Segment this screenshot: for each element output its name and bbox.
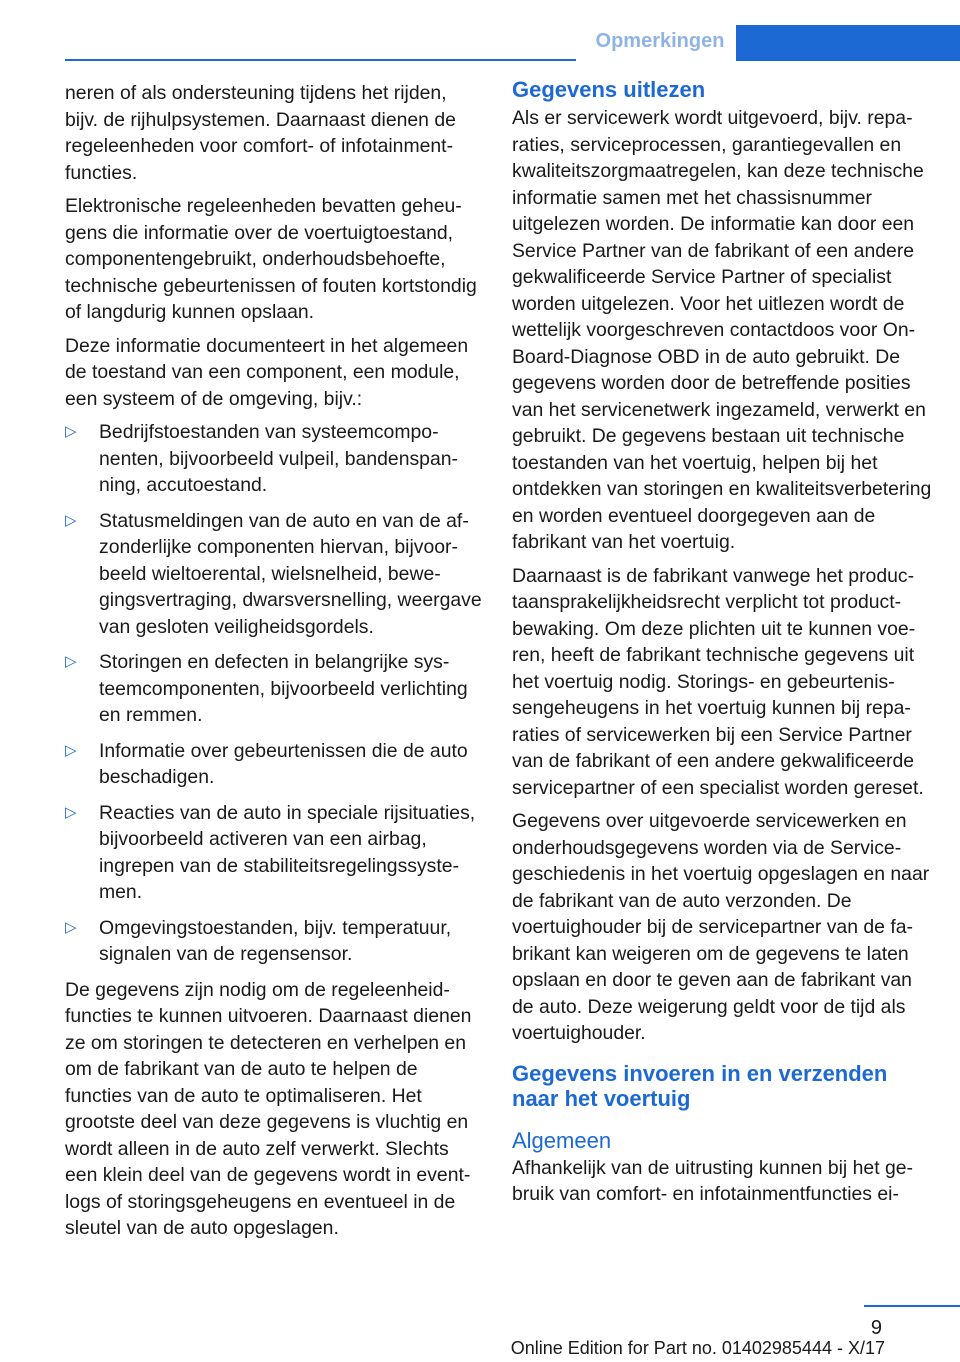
page-number: 9: [870, 1317, 882, 1339]
triangle-bullet-icon: ▷: [65, 423, 77, 440]
list-item: [65, 508, 483, 641]
heading-data-readout: Gegevens uitlezen: [512, 77, 706, 102]
footer-rule: [864, 1305, 960, 1307]
right-column: [512, 77, 932, 1215]
list-item-text: Reacties van de auto in speciale rijsituaties, bijvoorbeeld activeren van een airbag, ingrepen van de stabiliteitsregelingssystemen.: [99, 801, 476, 903]
list-item: [65, 915, 483, 968]
list-item-text: Storingen en defecten in belangrijke systeemcomponenten, bijvoorbeeld verlichting en remmen.: [99, 651, 468, 726]
list-item: [65, 800, 483, 906]
bullet-list: [65, 419, 483, 968]
edition-footer: Online Edition for Part no. 01402985444 - X/17: [510, 1338, 885, 1358]
list-item: [65, 419, 483, 499]
paragraph: Deze informatie documenteert in het algemeen de toestand van een component, een module, een systeem of de omgeving, bijv.:: [65, 334, 469, 410]
paragraph: Elektronische regeleenheden bevatten geheugens die informatie over de voertuigtoestand, componentengebruikt, onderhoudsbehoefte, technische gebeurtenissen of fouten kortstondig of langdurig kunnen opslaan.: [65, 195, 477, 323]
subheading-general: Algemeen: [512, 1127, 612, 1153]
list-item-text: Bedrijfstoestanden van systeemcomponenten, bijvoorbeeld vulpeil, bandenspanning, accutoestand.: [99, 421, 459, 496]
list-item-text: Omgevingstoestanden, bijv. temperatuur, signalen van de regensensor.: [99, 916, 452, 965]
triangle-bullet-icon: ▷: [65, 918, 77, 936]
list-item-text: Statusmeldingen van de auto en van de afzonderlijke componenten hiervan, bijvoorbeeld wieltoerental, wielsnelheid, bewegingsvertraging, dwarsversnelling, weergave van gesloten veiligheidsgordels.: [99, 509, 482, 638]
triangle-bullet-icon: ▷: [65, 803, 77, 821]
paragraph: De gegevens zijn nodig om de regeleenheidfuncties te kunnen uitvoeren. Daarnaast dienen ze om storingen te detecteren en verhelpen en om de fabrikant van de auto te helpen de functies van de auto te optimaliseren. Het grootste deel van deze gegevens is vluchtig en wordt alleen in de auto zelf verwerkt. Slechts een klein deel van de gegevens wordt in eventlogs of storingsgeheugens en eventueel in de sleutel van de auto opgeslagen.: [65, 978, 472, 1239]
left-column: [65, 80, 483, 1249]
triangle-bullet-icon: ▷: [65, 653, 77, 670]
paragraph: Afhankelijk van de uitrusting kunnen bij het gebruik van comfort- en infotainmentfuncties ei-: [512, 1156, 914, 1205]
header-accent-bar: [736, 25, 960, 61]
triangle-bullet-icon: ▷: [65, 511, 77, 529]
paragraph: neren of als ondersteuning tijdens het rijden, bijv. de rijhulpsystemen. Daarnaast dienen de regeleenheden voor comfort- of infotainmentfuncties.: [65, 82, 456, 184]
header-rule: [65, 59, 576, 61]
paragraph: Gegevens over uitgevoerde servicewerken en onderhoudsgegevens worden via de Servicegeschiedenis in het voertuig opgeslagen en naar de fabrikant van de auto verzonden. De voertuighouder bij de servicepartner van de fabrikant kan weigeren om de gegevens te laten opslaan en door te geven aan de fabrikant van de auto. Deze weigerung geldt voor de tijd als voertuighouder.: [512, 810, 930, 1044]
list-item: [65, 649, 483, 729]
list-item: [65, 738, 483, 791]
list-item-text: Informatie over gebeurtenissen die de auto beschadigen.: [99, 739, 468, 788]
section-title: Opmerkingen: [595, 30, 725, 52]
paragraph: Daarnaast is de fabrikant vanwege het productaansprakelijkheidsrecht verplicht tot productbewaking. Om deze plichten uit te kunnen voeren, heeft de fabrikant technische gegevens uit het voertuig nodig. Storings- en gebeurtenissengeheugens in het voertuig kunnen bij reparaties of servicewerken bij een Service Partner van de fabrikant of een andere gekwalificeerde servicepartner of een specialist worden gereset.: [512, 564, 924, 799]
triangle-bullet-icon: ▷: [65, 741, 77, 759]
heading-data-input: Gegevens invoeren in en verzenden naar het voertuig: [512, 1060, 888, 1111]
paragraph: Als er servicewerk wordt uitgevoerd, bijv. reparaties, serviceprocessen, garantiegevallen en kwaliteitszorgmaatregelen, kan deze technische informatie samen met het chassisnummer uitgelezen worden. De informatie kan door een Service Partner van de fabrikant of een andere gekwalificeerde Service Partner of specialist worden uitgelezen. Voor het uitlezen wordt de wettelijk voorgeschreven contactdoos voor On-Board-Diagnose OBD in de auto gebruikt. De gegevens worden door de betreffende posities van het servicenetwerk ingezameld, verwerkt en gebruikt. De gegevens bestaan uit technische toestanden van het voertuig, helpen bij het ontdekken van storingen en kwaliteitsverbetering en worden eventueel doorgegeven aan de fabrikant van het voertuig.: [512, 107, 932, 553]
